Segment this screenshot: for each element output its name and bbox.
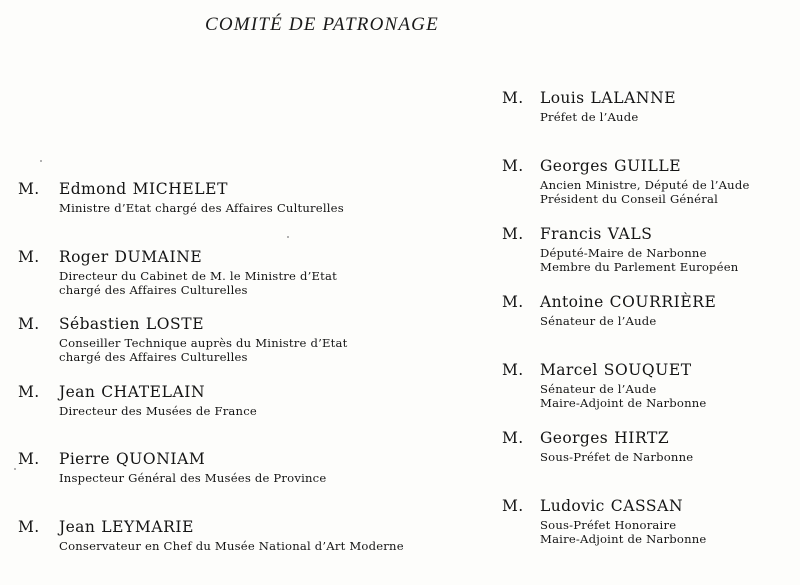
member-prefix: M. [18,248,59,266]
member-surname: CHATELAIN [101,383,205,401]
member-surname: LEYMARIE [101,518,194,536]
member-entry [502,429,792,497]
member-first-name: Georges [540,157,608,175]
member-entry [18,383,458,451]
member-role [540,246,792,274]
member-entry [18,180,458,248]
member-entry [502,89,792,157]
member-role-line: Conservateur en Chef du Musée National d’Art Moderne [59,539,458,553]
member-role [540,178,792,206]
member-prefix: M. [18,315,59,333]
member-surname: MICHELET [133,180,228,198]
member-role-line: Maire-Adjoint de Narbonne [540,396,792,410]
member-first-name: Louis [540,89,585,107]
member-prefix: M. [502,89,540,107]
member-surname: GUILLE [614,157,681,175]
member-role-line: Député-Maire de Narbonne [540,246,792,260]
member-role [540,382,792,410]
member-name-line [18,180,458,198]
member-entry [502,361,792,429]
member-role [59,471,458,485]
member-first-name: Georges [540,429,608,447]
member-first-name: Antoine [540,293,604,311]
member-role-line: chargé des Affaires Culturelles [59,350,458,364]
member-role-line: Préfet de l’Aude [540,110,792,124]
member-role-line: Conseiller Technique auprès du Ministre d’Etat [59,336,458,350]
scan-speck [14,468,16,470]
member-prefix: M. [502,225,540,243]
member-role [59,201,458,215]
member-name-line [18,518,458,536]
scan-speck [287,236,289,238]
left-column [18,180,458,585]
member-role-line: Ministre d’Etat chargé des Affaires Culturelles [59,201,458,215]
member-prefix: M. [502,157,540,175]
member-first-name: Roger [59,248,109,266]
member-entry [18,450,458,518]
member-name-line [502,89,792,107]
member-entry [502,497,792,565]
member-role [540,450,792,464]
member-entry [18,248,458,316]
scan-speck [40,160,42,162]
member-role [59,269,458,297]
member-prefix: M. [18,518,59,536]
member-role-line: Directeur du Cabinet de M. le Ministre d’Etat [59,269,458,283]
member-first-name: Jean [59,518,95,536]
member-surname: QUONIAM [116,450,205,468]
member-surname: SOUQUET [604,361,692,379]
member-prefix: M. [18,180,59,198]
member-role [59,539,458,553]
right-column [502,89,792,565]
member-first-name: Marcel [540,361,598,379]
page-title: COMITÉ DE PATRONAGE [205,14,439,36]
member-first-name: Sébastien [59,315,140,333]
member-role-line: chargé des Affaires Culturelles [59,283,458,297]
member-name-line [502,225,792,243]
member-role-line: Inspecteur Général des Musées de Province [59,471,458,485]
member-role-line: Sous-Préfet de Narbonne [540,450,792,464]
member-entry [502,225,792,293]
member-entry [502,157,792,225]
member-prefix: M. [18,383,59,401]
member-prefix: M. [18,450,59,468]
member-role-line: Sous-Préfet Honoraire [540,518,792,532]
member-entry [18,518,458,585]
member-prefix: M. [502,361,540,379]
member-role [540,314,792,328]
member-entry [18,315,458,383]
member-name-line [502,429,792,447]
member-surname: VALS [608,225,653,243]
member-first-name: Pierre [59,450,110,468]
member-role [540,518,792,546]
member-role-line: Président du Conseil Général [540,192,792,206]
member-role [59,336,458,364]
member-name-line [502,157,792,175]
member-first-name: Francis [540,225,602,243]
member-first-name: Ludovic [540,497,605,515]
member-surname: COURRIÈRE [610,293,717,311]
member-name-line [502,293,792,311]
member-prefix: M. [502,429,540,447]
member-first-name: Jean [59,383,95,401]
member-name-line [18,248,458,266]
member-role [59,404,458,418]
member-prefix: M. [502,497,540,515]
member-role-line: Sénateur de l’Aude [540,314,792,328]
member-surname: DUMAINE [115,248,203,266]
member-name-line [502,361,792,379]
member-role-line: Membre du Parlement Européen [540,260,792,274]
member-surname: CASSAN [611,497,683,515]
member-name-line [18,450,458,468]
member-name-line [18,383,458,401]
member-prefix: M. [502,293,540,311]
member-role-line: Maire-Adjoint de Narbonne [540,532,792,546]
member-name-line [18,315,458,333]
member-role-line: Ancien Ministre, Député de l’Aude [540,178,792,192]
member-name-line [502,497,792,515]
member-surname: LALANNE [591,89,677,107]
member-surname: HIRTZ [614,429,669,447]
member-first-name: Edmond [59,180,127,198]
member-surname: LOSTE [146,315,204,333]
member-role [540,110,792,124]
member-role-line: Directeur des Musées de France [59,404,458,418]
member-entry [502,293,792,361]
member-role-line: Sénateur de l’Aude [540,382,792,396]
